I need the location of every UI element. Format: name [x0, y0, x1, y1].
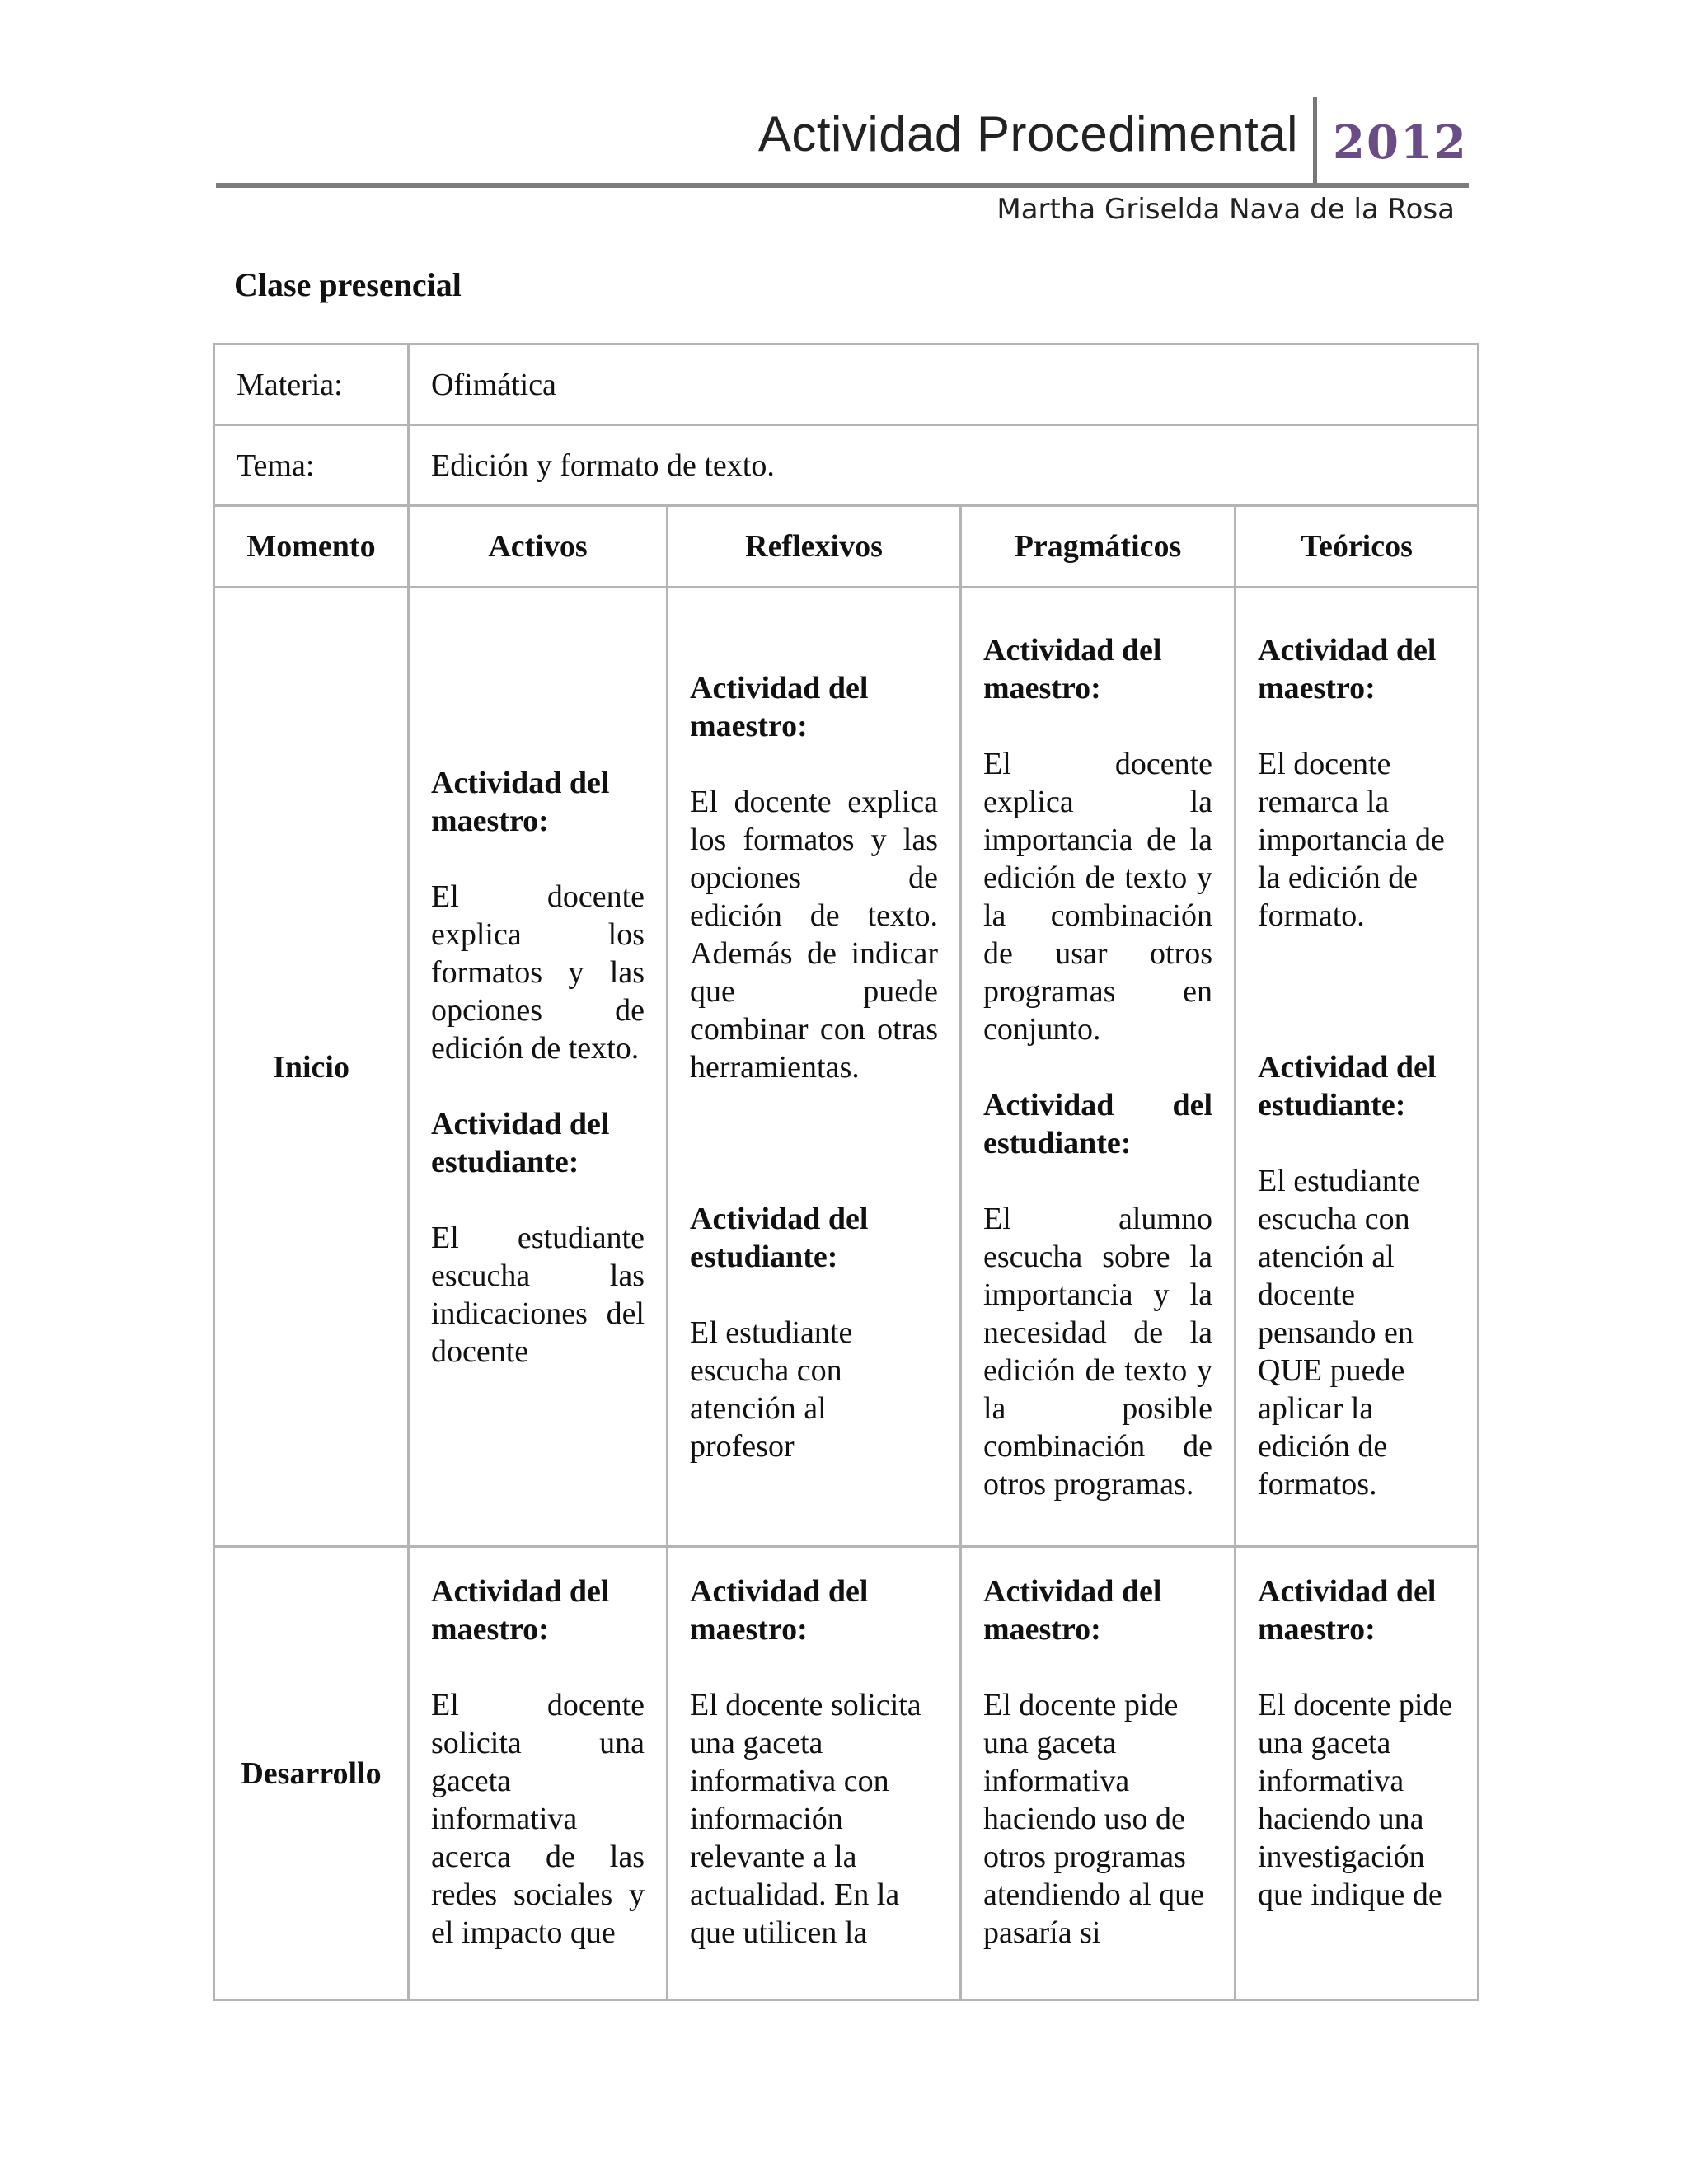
- activity-cell: [409, 1547, 668, 2000]
- activity-cell: [1236, 588, 1479, 1547]
- activity-cell: [668, 588, 961, 1547]
- maestro-text: El docente pide una gaceta informativa haciendo uso de otros programas atendiendo al que pasaría si: [983, 1688, 1205, 1950]
- maestro-text: El docente explica los formatos y las opciones de edición de texto. Además de indicar que puede combinar con otras herramientas.: [690, 784, 938, 1085]
- column-header: Activos: [409, 506, 668, 588]
- column-header-row: [214, 506, 1479, 588]
- materia-value: Ofimática: [409, 344, 1479, 425]
- activity-cell: [961, 1547, 1236, 2000]
- maestro-label: Actividad del maestro:: [431, 765, 610, 838]
- maestro-text: El docente remarca la importancia de la edición de formato.: [1258, 746, 1445, 933]
- table-row: [214, 1547, 1479, 2000]
- author-name: Martha Griselda Nava de la Rosa: [996, 193, 1455, 226]
- estudiante-label: Actividad del estudiante:: [1258, 1049, 1437, 1122]
- maestro-text: El docente explica la importancia de la edición de texto y la combinación de usar otros programas en conjunto.: [983, 746, 1212, 1047]
- maestro-text: El docente solicita una gaceta informativa acerca de las redes sociales y el impacto que: [431, 1688, 645, 1950]
- estudiante-text: El estudiante escucha con atención al docente pensando en QUE puede aplicar la edición de formatos.: [1258, 1163, 1421, 1502]
- column-header: Reflexivos: [668, 506, 961, 588]
- column-header: Momento: [214, 506, 409, 588]
- header-title: Actividad Procedimental: [757, 106, 1298, 162]
- estudiante-label: Actividad del estudiante:: [431, 1106, 610, 1179]
- activity-table: [213, 343, 1479, 2001]
- activity-cell: [668, 1547, 961, 2000]
- maestro-text: El docente explica los formatos y las opciones de edición de texto.: [431, 879, 645, 1066]
- activity-cell: [1236, 1547, 1479, 2000]
- estudiante-text: El estudiante escucha con atención al profesor: [690, 1315, 853, 1464]
- maestro-text: El docente pide una gaceta informativa haciendo una investigación que indique de: [1258, 1688, 1453, 1912]
- activity-cell: [409, 588, 668, 1547]
- moment-label: Desarrollo: [214, 1547, 409, 2000]
- tema-value: Edición y formato de texto.: [409, 425, 1479, 506]
- estudiante-text: El alumno escucha sobre la importancia y la necesidad de la edición de texto y la posible combinación de otros programas.: [983, 1201, 1212, 1502]
- estudiante-label: Actividad del estudiante:: [690, 1201, 869, 1274]
- tema-label: Tema:: [214, 425, 409, 506]
- moment-label: Inicio: [214, 588, 409, 1547]
- column-header: Teóricos: [1236, 506, 1479, 588]
- maestro-label: Actividad del maestro:: [983, 632, 1162, 705]
- header-year: 2012: [1333, 115, 1468, 170]
- section-heading: Clase presencial: [234, 266, 462, 303]
- column-header: Pragmáticos: [961, 506, 1236, 588]
- activity-cell: [961, 588, 1236, 1547]
- table-row: [214, 588, 1479, 1547]
- maestro-label: Actividad del maestro:: [1258, 1574, 1437, 1647]
- maestro-text: El docente solicita una gaceta informativa con información relevante a la actualidad. En la que utilicen la: [690, 1688, 921, 1950]
- maestro-label: Actividad del maestro:: [1258, 632, 1437, 705]
- materia-label: Materia:: [214, 344, 409, 425]
- maestro-label: Actividad del maestro:: [690, 670, 869, 743]
- header-rule: [216, 183, 1469, 188]
- header-divider: [1313, 97, 1317, 185]
- tema-row: [214, 425, 1479, 506]
- materia-row: [214, 344, 1479, 425]
- maestro-label: Actividad del maestro:: [431, 1574, 610, 1647]
- maestro-label: Actividad del maestro:: [983, 1574, 1162, 1647]
- estudiante-text: El estudiante escucha las indicaciones del docente: [431, 1220, 645, 1369]
- maestro-label: Actividad del maestro:: [690, 1574, 869, 1647]
- estudiante-label: Actividad del estudiante:: [983, 1087, 1212, 1160]
